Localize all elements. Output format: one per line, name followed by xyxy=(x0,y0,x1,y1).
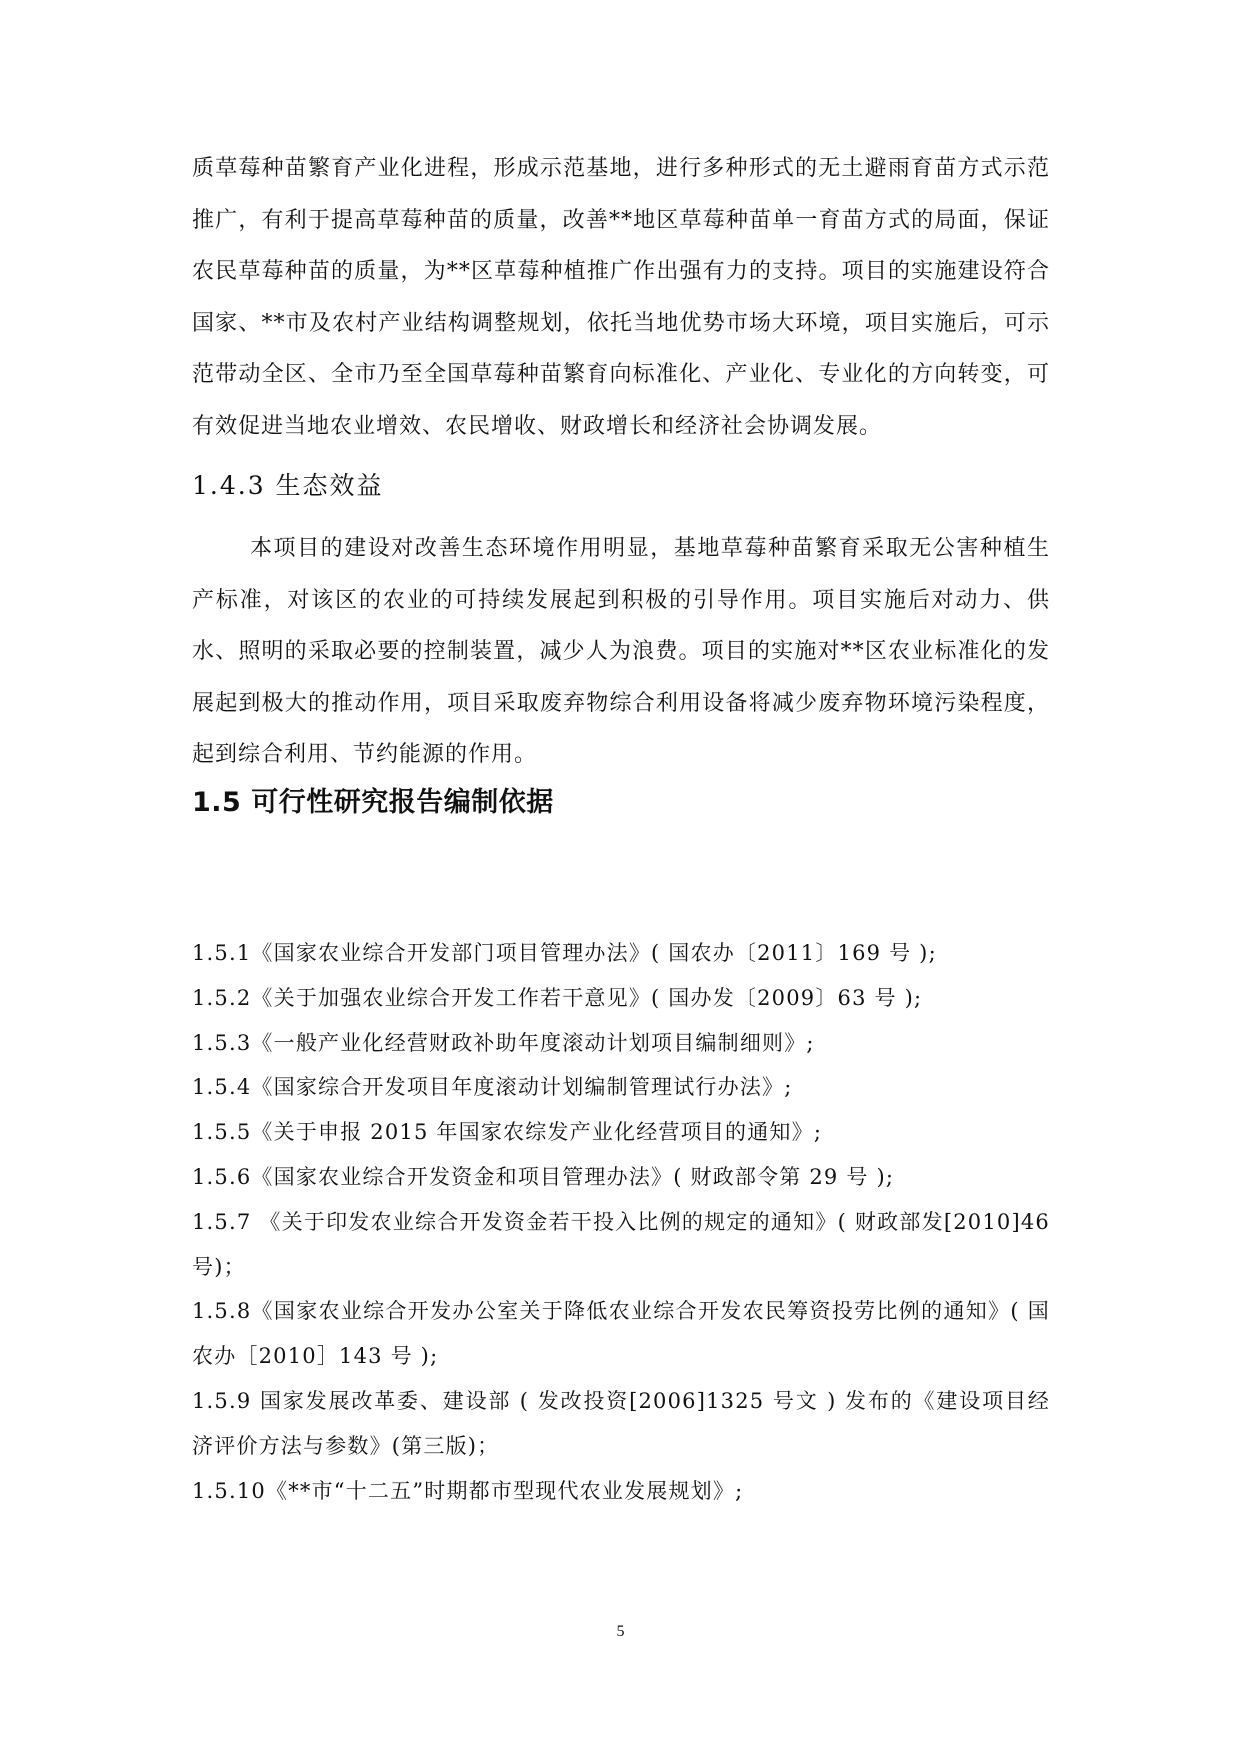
reference-item: 1.5.6《国家农业综合开发资金和项目管理办法》( 财政部令第 29 号 ); xyxy=(192,1164,895,1189)
reference-item: 1.5.9 国家发展改革委、建设部 ( 发改投资[2006]1325 号文 ) 发布的《建设项目经济评价方法与参数》(第三版)； xyxy=(192,1388,1050,1458)
body-paragraph-ecological: 本项目的建设对改善生态环境作用明显，基地草莓种苗繁育采取无公害种植生产标准，对该区的农业的可持续发展起到积极的引导作用。项目实施后对动力、供水、照明的采取必要的控制装置，减少人为浪费。项目的实施对**区农业标准化的发展起到极大的推动作用，项目采取废弃物综合利用设备将减少废弃物环境污染程度，起到综合利用、节约能源的作用。 xyxy=(192,536,1050,767)
section-heading: 1.5 可行性研究报告编制依据 xyxy=(192,787,554,818)
reference-item: 1.5.7 《关于印发农业综合开发资金若干投入比例的规定的通知》( 财政部发[2010]46 号)； xyxy=(192,1209,1050,1279)
subsection-heading: 1.4.3 生态效益 xyxy=(192,471,384,500)
reference-item: 1.5.2《关于加强农业综合开发工作若干意见》( 国办发〔2009〕63 号 ); xyxy=(192,985,923,1010)
reference-item: 1.5.3《一般产业化经营财政补助年度滚动计划项目编制细则》; xyxy=(192,1030,815,1055)
page-number: 5 xyxy=(616,1623,625,1640)
reference-item: 1.5.10《**市“十二五”时期都市型现代农业发展规划》; xyxy=(192,1478,744,1503)
reference-item: 1.5.5《关于申报 2015 年国家农综发产业化经营项目的通知》; xyxy=(192,1120,823,1145)
reference-item: 1.5.4《国家综合开发项目年度滚动计划编制管理试行办法》; xyxy=(192,1075,793,1100)
body-paragraph-intro: 质草莓种苗繁育产业化进程，形成示范基地，进行多种形式的无土避雨育苗方式示范推广，有利于提高草莓种苗的质量，改善**地区草莓种苗单一育苗方式的局面，保证农民草莓种苗的质量，为**区草莓种植推广作出强有力的支持。项目的实施建设符合国家、**市及农村产业结构调整规划，依托当地优势市场大环境，项目实施后，可示范带动全区、全市乃至全国草莓种苗繁育向标准化、产业化、专业化的方向转变，可有效促进当地农业增效、农民增收、财政增长和经济社会协调发展。 xyxy=(192,156,1050,439)
reference-item: 1.5.8《国家农业综合开发办公室关于降低农业综合开发农民筹资投劳比例的通知》( 国农办［2010］143 号 ); xyxy=(192,1299,1050,1369)
reference-list xyxy=(192,931,1050,1513)
reference-item: 1.5.1《国家农业综合开发部门项目管理办法》( 国农办〔2011〕169 号 ); xyxy=(192,941,937,965)
